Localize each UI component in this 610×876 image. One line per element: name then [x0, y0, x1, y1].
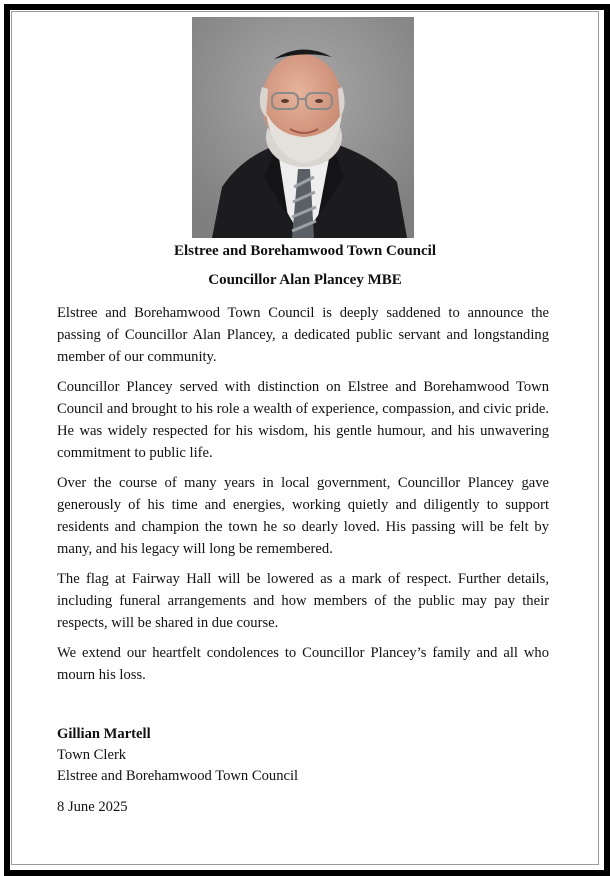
paragraph: The flag at Fairway Hall will be lowered as a mark of respect. Further details, including funeral arrangements and how members of the public may pay their respects, will be shared in due course. [57, 571, 549, 631]
signatory-name: Gillian Martell [57, 726, 151, 742]
announcement-body [57, 302, 549, 694]
paragraph: We extend our heartfelt condolences to Councillor Plancey’s family and all who mourn his loss. [57, 645, 549, 683]
paragraph: Over the course of many years in local government, Councillor Plancey gave generously of his time and energies, working quietly and diligently to support residents and champion the town he so dearly loved. His passing will be felt by many, and his legacy will long be remembered. [57, 475, 549, 557]
signature-block [57, 724, 549, 787]
subject-heading: Councillor Alan Plancey MBE [208, 272, 402, 288]
paragraph: Elstree and Borehamwood Town Council is deeply saddened to announce the passing of Councillor Alan Plancey, a dedicated public servant and longstanding member of our community. [57, 305, 549, 365]
signatory-role: Town Clerk [57, 747, 127, 763]
signatory-organisation: Elstree and Borehamwood Town Council [57, 768, 299, 784]
portrait-photo [192, 17, 414, 238]
paragraph: Councillor Plancey served with distinction on Elstree and Borehamwood Town Council and brought to his role a wealth of experience, compassion, and civic pride. He was widely respected for his wisdom, his gentle humour, and his unwavering commitment to public life. [57, 379, 549, 461]
announcement-date: 8 June 2025 [57, 799, 128, 815]
organisation-heading: Elstree and Borehamwood Town Council [174, 243, 436, 259]
portrait-icon [192, 17, 414, 238]
